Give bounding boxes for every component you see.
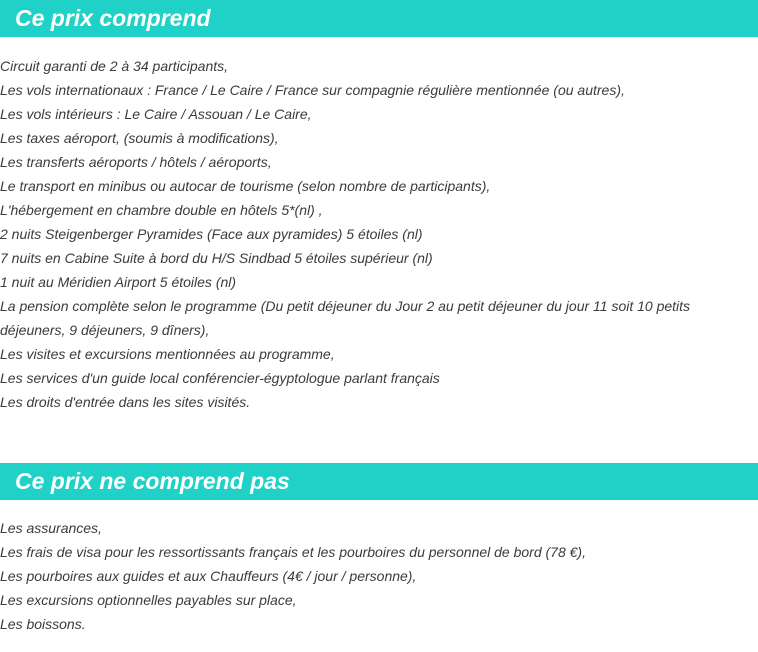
list-item: Les frais de visa pour les ressortissants français et les pourboires du personnel de bord (78 €), — [0, 544, 586, 560]
list-item: La pension complète selon le programme (Du petit déjeuner du Jour 2 au petit déjeuner du jour 11 soit 10 petits déjeuners, 9 déjeuners, 9 dîners), — [0, 298, 691, 338]
excludes-section-title: Ce prix ne comprend pas — [15, 468, 290, 494]
excludes-section-header — [0, 463, 758, 500]
list-item: Les services d'un guide local conférencier-égyptologue parlant français — [0, 370, 440, 386]
excludes-list — [0, 516, 740, 636]
list-item: 2 nuits Steigenberger Pyramides (Face aux pyramides) 5 étoiles (nl) — [0, 226, 423, 242]
list-item: Les vols internationaux : France / Le Caire / France sur compagnie régulière mentionnée (ou autres), — [0, 82, 625, 98]
list-item: Les excursions optionnelles payables sur place, — [0, 592, 297, 608]
includes-list — [0, 54, 740, 414]
list-item: 1 nuit au Méridien Airport 5 étoiles (nl) — [0, 274, 237, 290]
list-item: Les droits d'entrée dans les sites visités. — [0, 394, 251, 410]
list-item: Les assurances, — [0, 520, 102, 536]
list-item: Les vols intérieurs : Le Caire / Assouan / Le Caire, — [0, 106, 312, 122]
list-item: Les transferts aéroports / hôtels / aéroports, — [0, 154, 272, 170]
list-item: Les boissons. — [0, 616, 86, 632]
list-item: Circuit garanti de 2 à 34 participants, — [0, 58, 229, 74]
list-item: L'hébergement en chambre double en hôtels 5*(nl) , — [0, 202, 323, 218]
list-item: Les pourboires aux guides et aux Chauffeurs (4€ / jour / personne), — [0, 568, 417, 584]
includes-section-header — [0, 0, 758, 37]
list-item: Le transport en minibus ou autocar de tourisme (selon nombre de participants), — [0, 178, 491, 194]
list-item: Les visites et excursions mentionnées au programme, — [0, 346, 335, 362]
includes-section-title: Ce prix comprend — [15, 5, 211, 31]
list-item: 7 nuits en Cabine Suite à bord du H/S Sindbad 5 étoiles supérieur (nl) — [0, 250, 433, 266]
list-item: Les taxes aéroport, (soumis à modifications), — [0, 130, 279, 146]
